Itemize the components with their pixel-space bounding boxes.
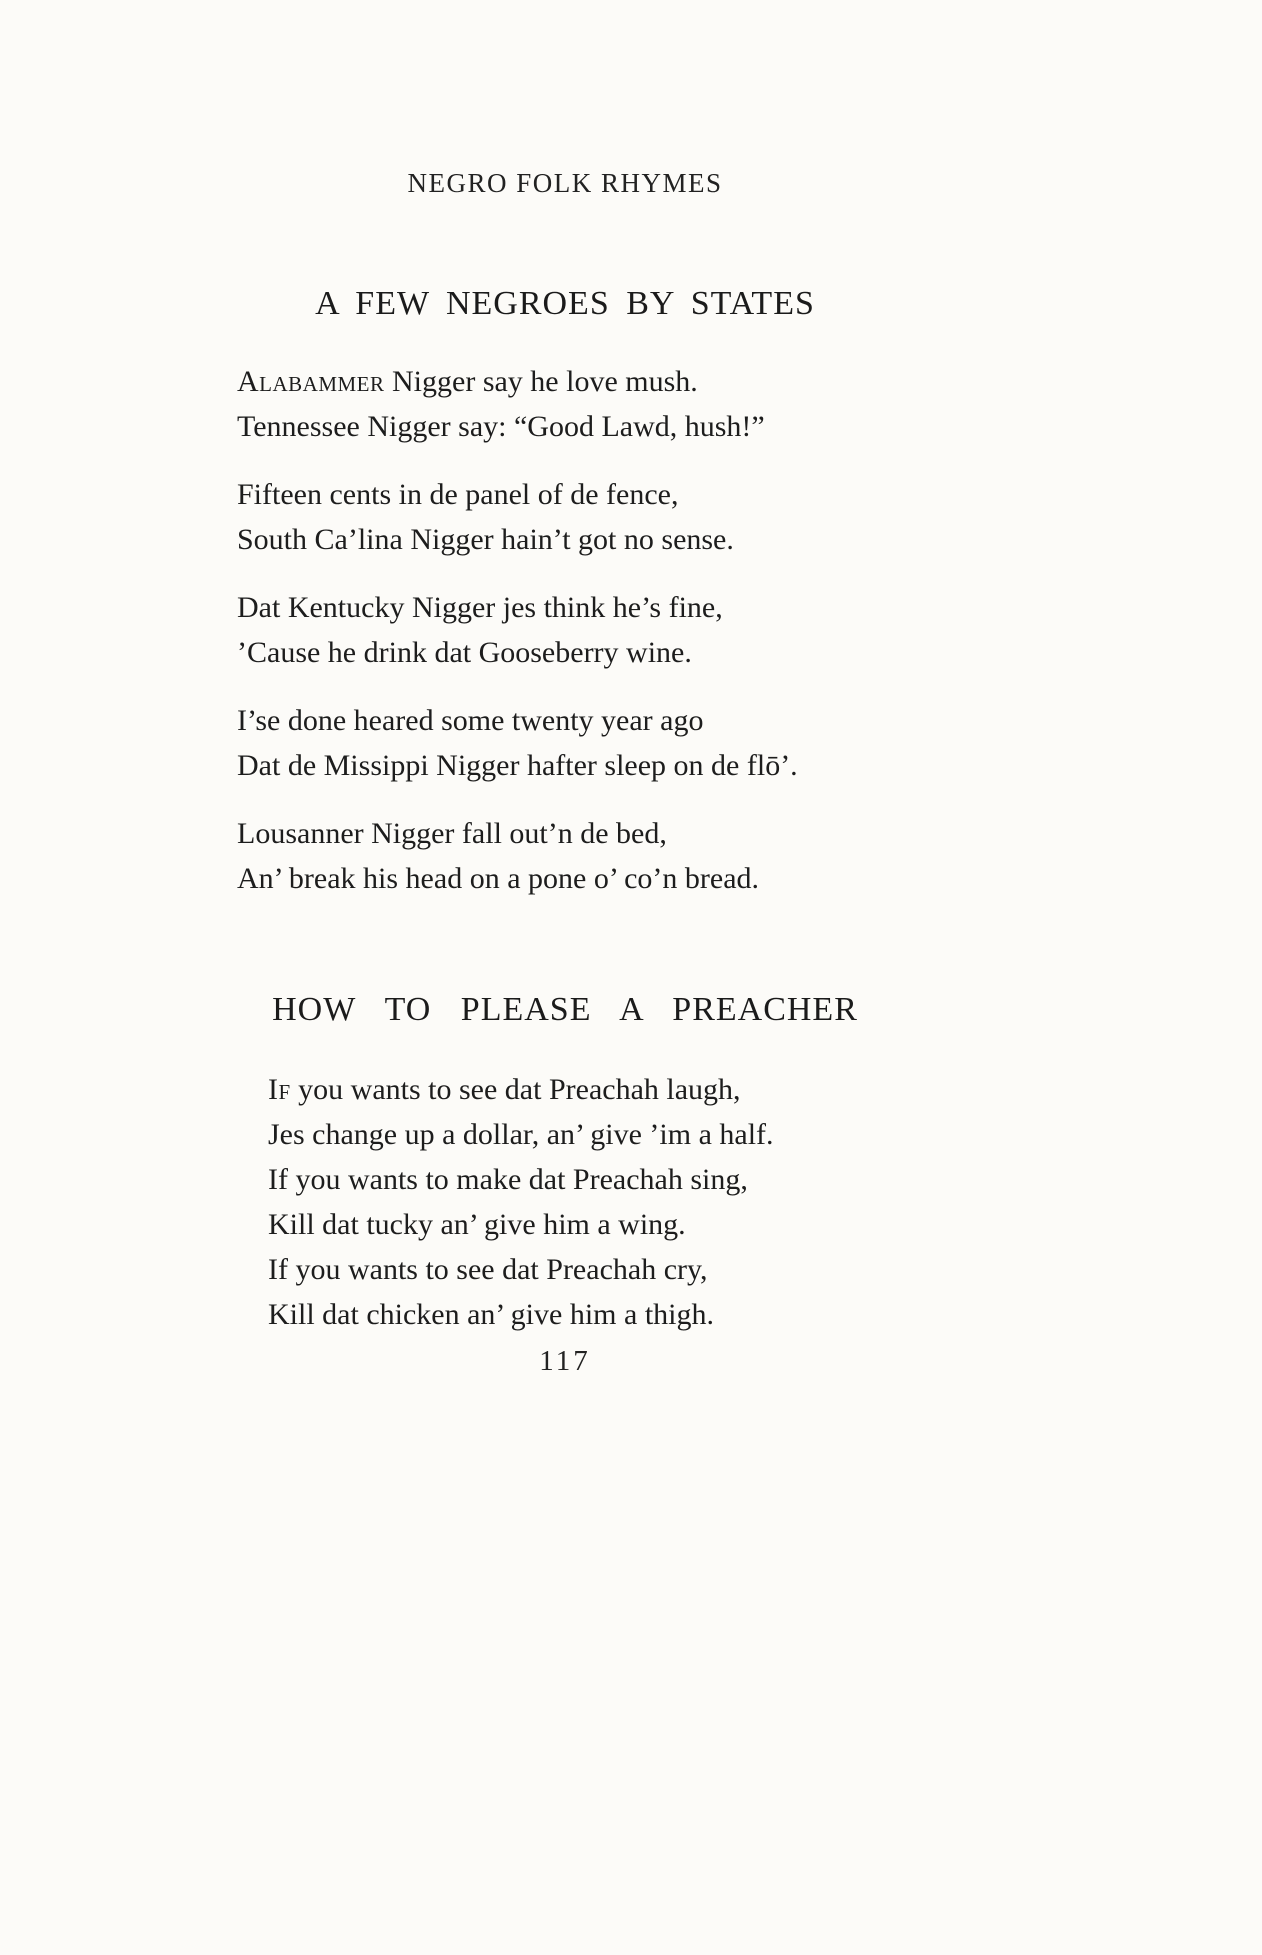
poem-line [237,359,1130,404]
line-text: Dat de Missippi Nigger hafter sleep on de flō’. [237,749,798,782]
poem-line [268,1292,1130,1337]
line-text: South Ca’lina Nigger hain’t got no sense. [237,523,734,556]
stanza [237,698,1130,788]
line-text: Kill dat tucky an’ give him a wing. [268,1208,686,1241]
line-text: I’se done heared some twenty year ago [237,704,704,737]
line-lead-smallcaps: If [268,1073,291,1106]
line-text: Dat Kentucky Nigger jes think he’s fine, [237,591,723,624]
line-text: Tennessee Nigger say: “Good Lawd, hush!” [237,410,765,443]
poem-how-to-please-a-preacher [268,1067,1130,1337]
stanza [237,472,1130,562]
section-title-how-to-please-a-preacher: HOW TO PLEASE A PREACHER [272,991,858,1028]
poem-line [237,517,1130,562]
line-text: Nigger say he love mush. [384,365,698,398]
poem-line [268,1202,1130,1247]
running-header: NEGRO FOLK RHYMES [407,168,723,198]
poem-line [237,404,1130,449]
line-text: ’Cause he drink dat Gooseberry wine. [237,636,692,669]
poem-line [268,1247,1130,1292]
stanza [237,585,1130,675]
stanza [237,359,1130,449]
line-text: If you wants to see dat Preachah cry, [268,1253,708,1286]
line-text: Fifteen cents in de panel of de fence, [237,478,679,511]
poem-line [237,472,1130,517]
poem-line [268,1112,1130,1157]
stanza [268,1067,1130,1337]
line-text: An’ break his head on a pone o’ co’n bread. [237,862,760,895]
poem-line [237,856,1130,901]
section-title-a-few-negroes-by-states: A FEW NEGROES BY STATES [315,285,815,322]
page-number: 117 [539,1345,591,1377]
stanza [237,811,1130,901]
poem-a-few-negroes-by-states [237,359,1130,901]
line-text: Lousanner Nigger fall out’n de bed, [237,817,667,850]
line-text: Kill dat chicken an’ give him a thigh. [268,1298,714,1331]
poem-line [237,698,1130,743]
poem-line [268,1067,1130,1112]
poem-line [268,1157,1130,1202]
poem-line [237,630,1130,675]
poem-line [237,811,1130,856]
line-text: you wants to see dat Preachah laugh, [290,1073,741,1106]
poem-line [237,743,1130,788]
line-lead-smallcaps: Alabammer [237,365,385,398]
line-text: If you wants to make dat Preachah sing, [268,1163,748,1196]
line-text: Jes change up a dollar, an’ give ’im a half. [268,1118,774,1151]
poem-line [237,585,1130,630]
